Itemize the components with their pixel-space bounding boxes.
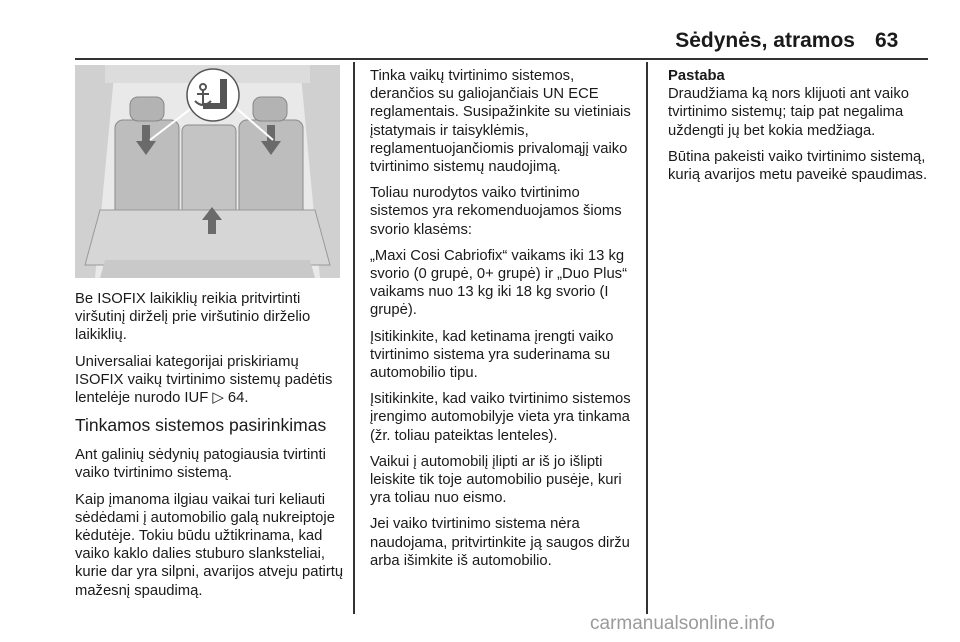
column-divider-right [646, 62, 648, 614]
header-rule [75, 58, 928, 60]
paragraph: Ant galinių sėdynių patogiausia tvirtinti vaiko tvirtinimo sistemą. [75, 447, 326, 482]
note-title: Pastaba [668, 68, 725, 84]
paragraph: Vaikui į automobilį įlipti ar iš jo išlipti leiskite tik toje automobilio pusėje, kuri yra toliau nuo eismo. [370, 453, 622, 507]
paragraph: Įsitikinkite, kad ketinama įrengti vaiko tvirtinimo sistema yra suderinama su automobilio tipu. [370, 328, 614, 382]
paragraph: Jei vaiko tvirtinimo sistema nėra naudojama, pritvirtinkite ją saugos diržu arba išimkite iš automobilio. [370, 516, 630, 569]
note-paragraph: Būtina pakeisti vaiko tvirtinimo sistemą, kurią avarijos metu paveikė spaudimas. [668, 148, 928, 184]
paragraph: Įsitikinkite, kad vaiko tvirtinimo sistemos įrengimo automobilyje vieta yra tinkama (žr. toliau pateiktas lenteles). [370, 391, 631, 444]
paragraph [75, 353, 345, 408]
paragraph: Toliau nurodytos vaiko tvirtinimo sistemos yra rekomenduojamos šioms svorio klasėms: [370, 185, 622, 238]
note-paragraph: Draudžiama ką nors klijuoti ant vaiko tvirtinimo sistemų; taip pat negalima uždengti jų bet kokia medžiaga. [668, 86, 909, 139]
watermark: carmanualsonline.info [590, 613, 775, 634]
section-heading: Tinkamos sistemos pasirinkimas [75, 415, 327, 436]
page-number: 63 [875, 29, 899, 52]
isofix-top-tether-anchor-icon [187, 69, 239, 121]
page-header-title: Sėdynės, atramos [675, 29, 855, 52]
paragraph: Be ISOFIX laikiklių reikia pritvirtinti viršutinį dirželį prie viršutinio dirželio laikiklių. [75, 291, 311, 344]
text-column-left [75, 290, 345, 608]
text-column-right [668, 67, 930, 192]
page-reference-arrow-icon: ▷ [212, 390, 224, 407]
paragraph: Tinka vaikų tvirtinimo sistemos, derančios su galiojančiais UN ECE reglamentais. Susipažinkite su vietiniais įstatymais ir taisyklėmis, reglamentuojančiomis privalomąjį vaiko tvirtinimo sistemų naudojimą. [370, 68, 631, 176]
page-reference[interactable]: 64. [227, 390, 249, 407]
rear-seats-isofix-illustration [75, 65, 340, 278]
text-column-middle [370, 67, 638, 578]
paragraph-text: Universaliai kategorijai priskiriamų ISOFIX vaikų tvirtinimo sistemų padėtis lentelėje nurodo IUF [75, 353, 333, 407]
paragraph: „Maxi Cosi Cabriofix“ vaikams iki 13 kg svorio (0 grupė, 0+ grupė) ir „Duo Plus“ vaikams nuo 13 kg iki 18 kg svorio (I grupė). [370, 247, 628, 319]
column-divider-left [353, 62, 355, 614]
paragraph: Kaip įmanoma ilgiau vaikai turi keliauti sėdėdami į automobilio galą nukreiptoje kėdutėje. Tokiu būdu užtikrinama, kad vaiko kaklo dalies stuburo slanksteliai, kurie dar yra silpni, avarijos atveju patirtų mažesnį spaudimą. [75, 491, 344, 599]
